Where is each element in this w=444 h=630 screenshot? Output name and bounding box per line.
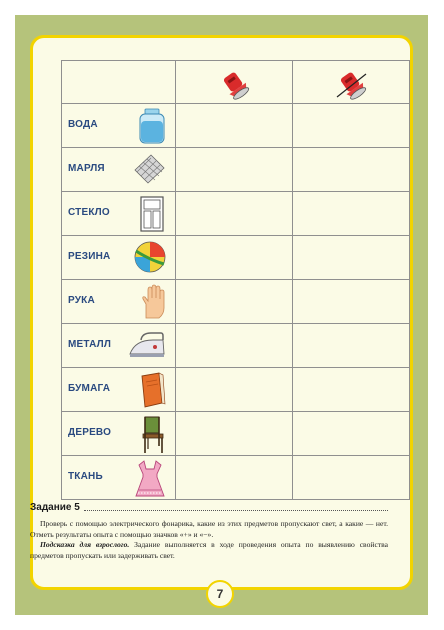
row-label: МАРЛЯ [68,163,105,174]
row-label-cell [62,280,176,324]
row-label-cell [62,412,176,456]
task-section [30,502,388,561]
light-blocked-cell[interactable] [292,192,409,236]
table-row [62,324,410,368]
table-row [62,192,410,236]
header-empty-cell [62,61,176,104]
table-row [62,412,410,456]
row-label-cell [62,236,176,280]
flashlight-crossed-icon [332,70,370,100]
header-light-passes-cell [175,61,292,104]
light-passes-cell[interactable] [175,324,292,368]
light-blocked-cell[interactable] [292,104,409,148]
light-passes-cell[interactable] [175,104,292,148]
light-blocked-cell[interactable] [292,236,409,280]
rubber-ball-icon [133,240,167,274]
light-blocked-cell[interactable] [292,412,409,456]
light-test-table [61,60,410,500]
chair-icon [139,416,167,454]
table-row [62,280,410,324]
light-passes-cell[interactable] [175,192,292,236]
light-passes-cell[interactable] [175,412,292,456]
table-row [62,148,410,192]
table-row [62,368,410,412]
table-header-row [62,61,410,104]
light-blocked-cell[interactable] [292,324,409,368]
row-label: МЕТАЛЛ [68,339,112,350]
hint-label: Подсказка для взрослого. [40,540,130,549]
row-label-cell [62,148,176,192]
dotted-leader [84,502,388,511]
light-passes-cell[interactable] [175,280,292,324]
row-label: БУМАГА [68,383,111,394]
water-jar-icon [137,108,167,144]
dress-icon [133,460,167,498]
task-heading [30,502,388,513]
light-blocked-cell[interactable] [292,456,409,500]
row-label-cell [62,192,176,236]
light-blocked-cell[interactable] [292,280,409,324]
row-label: ТКАНЬ [68,471,103,482]
window-icon [137,196,167,232]
flashlight-on-icon [215,70,253,100]
hand-icon [139,284,167,320]
light-passes-cell[interactable] [175,148,292,192]
light-blocked-cell[interactable] [292,368,409,412]
light-passes-cell[interactable] [175,368,292,412]
table-row [62,104,410,148]
row-label: ДЕРЕВО [68,427,112,438]
book-icon [137,372,167,408]
row-label: ВОДА [68,119,98,130]
light-passes-cell[interactable] [175,236,292,280]
row-label-cell [62,368,176,412]
row-label-cell [62,104,176,148]
iron-icon [127,328,167,360]
adult-hint [30,540,388,561]
row-label: РУКА [68,295,95,306]
table-row [62,236,410,280]
hint-text: Задание выполняется в ходе проведения опыта по выявлению свойства предметов пропускать или задерживать свет. [30,540,389,560]
row-label-cell [62,456,176,500]
row-label: СТЕКЛО [68,207,110,218]
header-light-blocked-cell [292,61,409,104]
task-instructions: Проверь с помощью электрического фонарика, какие из этих предметов пропускают свет, а какие — нет. Отметь результаты опыта с помощью значков «+» и «−». [30,519,388,539]
light-passes-cell[interactable] [175,456,292,500]
gauze-icon [131,152,167,186]
light-blocked-cell[interactable] [292,148,409,192]
row-label-cell [62,324,176,368]
task-title: Задание 5 [30,502,80,513]
table-row [62,456,410,500]
row-label: РЕЗИНА [68,251,111,262]
page-number: 7 [206,580,234,608]
